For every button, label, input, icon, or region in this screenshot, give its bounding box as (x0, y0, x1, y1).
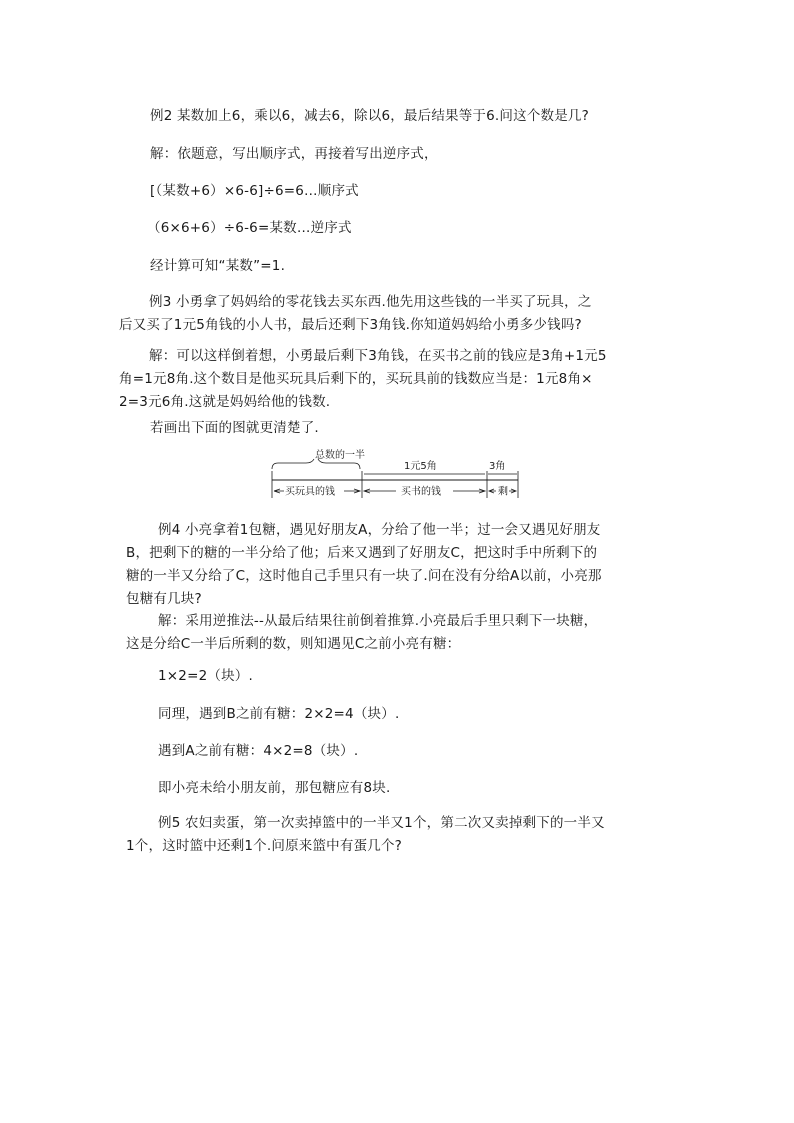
example-4-step-1: 1×2=2（块）. (158, 668, 253, 684)
example-3-question (119, 291, 591, 337)
diagram-arrow (274, 489, 284, 493)
example-4-solution (126, 610, 597, 656)
diagram-arrow (509, 489, 516, 493)
example-2-solution-intro: 解：依题意，写出顺序式，再接着写出逆序式， (150, 146, 438, 162)
example-4-question (126, 519, 602, 611)
money-diagram (268, 447, 528, 503)
example-3-line: 后又买了1元5角钱的小人书，最后还剩下3角钱.你知道妈妈给小勇多少钱吗? (119, 317, 582, 333)
diagram-label-toy-money: 买玩具的钱 (285, 486, 335, 498)
example-4-answer: 即小亮未给小朋友前，那包糖应有8块. (158, 780, 391, 796)
example-2-forward-equation: [（某数+6）×6-6]÷6=6…顺序式 (150, 183, 359, 199)
example-3-solution (119, 345, 607, 414)
diagram-label-book-price: 1元5角 (404, 461, 437, 472)
diagram-arrow (453, 489, 485, 493)
diagram-arrow (344, 489, 360, 493)
example-5-line: 1个，这时篮中还剩1个.问原来篮中有蛋几个? (126, 838, 403, 854)
diagram-label-book-money: 买书的钱 (401, 486, 441, 498)
example-4-step-2: 同理，遇到B之前有糖：2×2=4（块）. (158, 706, 400, 722)
example-4-solution-line: 这是分给C一半后所剩的数，则知遇见C之前小亮有糖： (126, 636, 461, 652)
diagram-brace (272, 459, 314, 469)
diagram-arrow (364, 489, 396, 493)
example-2-reverse-equation: （6×6+6）÷6-6=某数…逆序式 (147, 220, 352, 236)
example-5-question (126, 812, 605, 858)
diagram-label-half-total: 总数的一半 (315, 450, 365, 461)
diagram-arrow (489, 489, 496, 493)
diagram-label-remaining: 3角 (489, 461, 506, 472)
example-2-title: 例2 某数加上6，乘以6，减去6，除以6，最后结果等于6.问这个数是几? (150, 108, 589, 124)
example-4-step-3: 遇到A之前有糖：4×2=8（块）. (158, 743, 359, 759)
example-3-solution-line: 解：可以这样倒着想，小勇最后剩下3角钱，在买书之前的钱应是3角+1元5 (149, 348, 607, 364)
example-4-line: B，把剩下的糖的一半分给了他；后来又遇到了好朋友C，把这时手中所剩下的 (126, 545, 598, 561)
example-4-line: 包糖有几块? (126, 591, 202, 607)
diagram-intro: 若画出下面的图就更清楚了. (150, 420, 319, 436)
example-5-line: 例5 农妇卖蛋，第一次卖掉篮中的一半又1个，第二次又卖掉剩下的一半又 (158, 815, 605, 831)
example-3-solution-line: 2=3元6角.这就是妈妈给他的钱数. (119, 394, 331, 410)
example-3-line: 例3 小勇拿了妈妈给的零花钱去买东西.他先用这些钱的一半买了玩具，之 (149, 294, 592, 310)
example-4-line: 例4 小亮拿着1包糖，遇见好朋友A，分给了他一半；过一会又遇见好朋友 (158, 522, 601, 538)
example-4-solution-line: 解：采用逆推法--从最后结果往前倒着推算.小亮最后手里只剩下一块糖， (158, 613, 598, 629)
example-4-line: 糖的一半又分给了C，这时他自己手里只有一块了.问在没有分给A以前，小亮那 (126, 568, 602, 584)
example-2-conclusion: 经计算可知“某数”=1. (150, 258, 286, 274)
example-3-solution-line: 角=1元8角.这个数目是他买玩具后剩下的，买玩具前的钱数应当是：1元8角× (119, 371, 593, 387)
diagram-label-leftover: 剩 (498, 486, 508, 498)
